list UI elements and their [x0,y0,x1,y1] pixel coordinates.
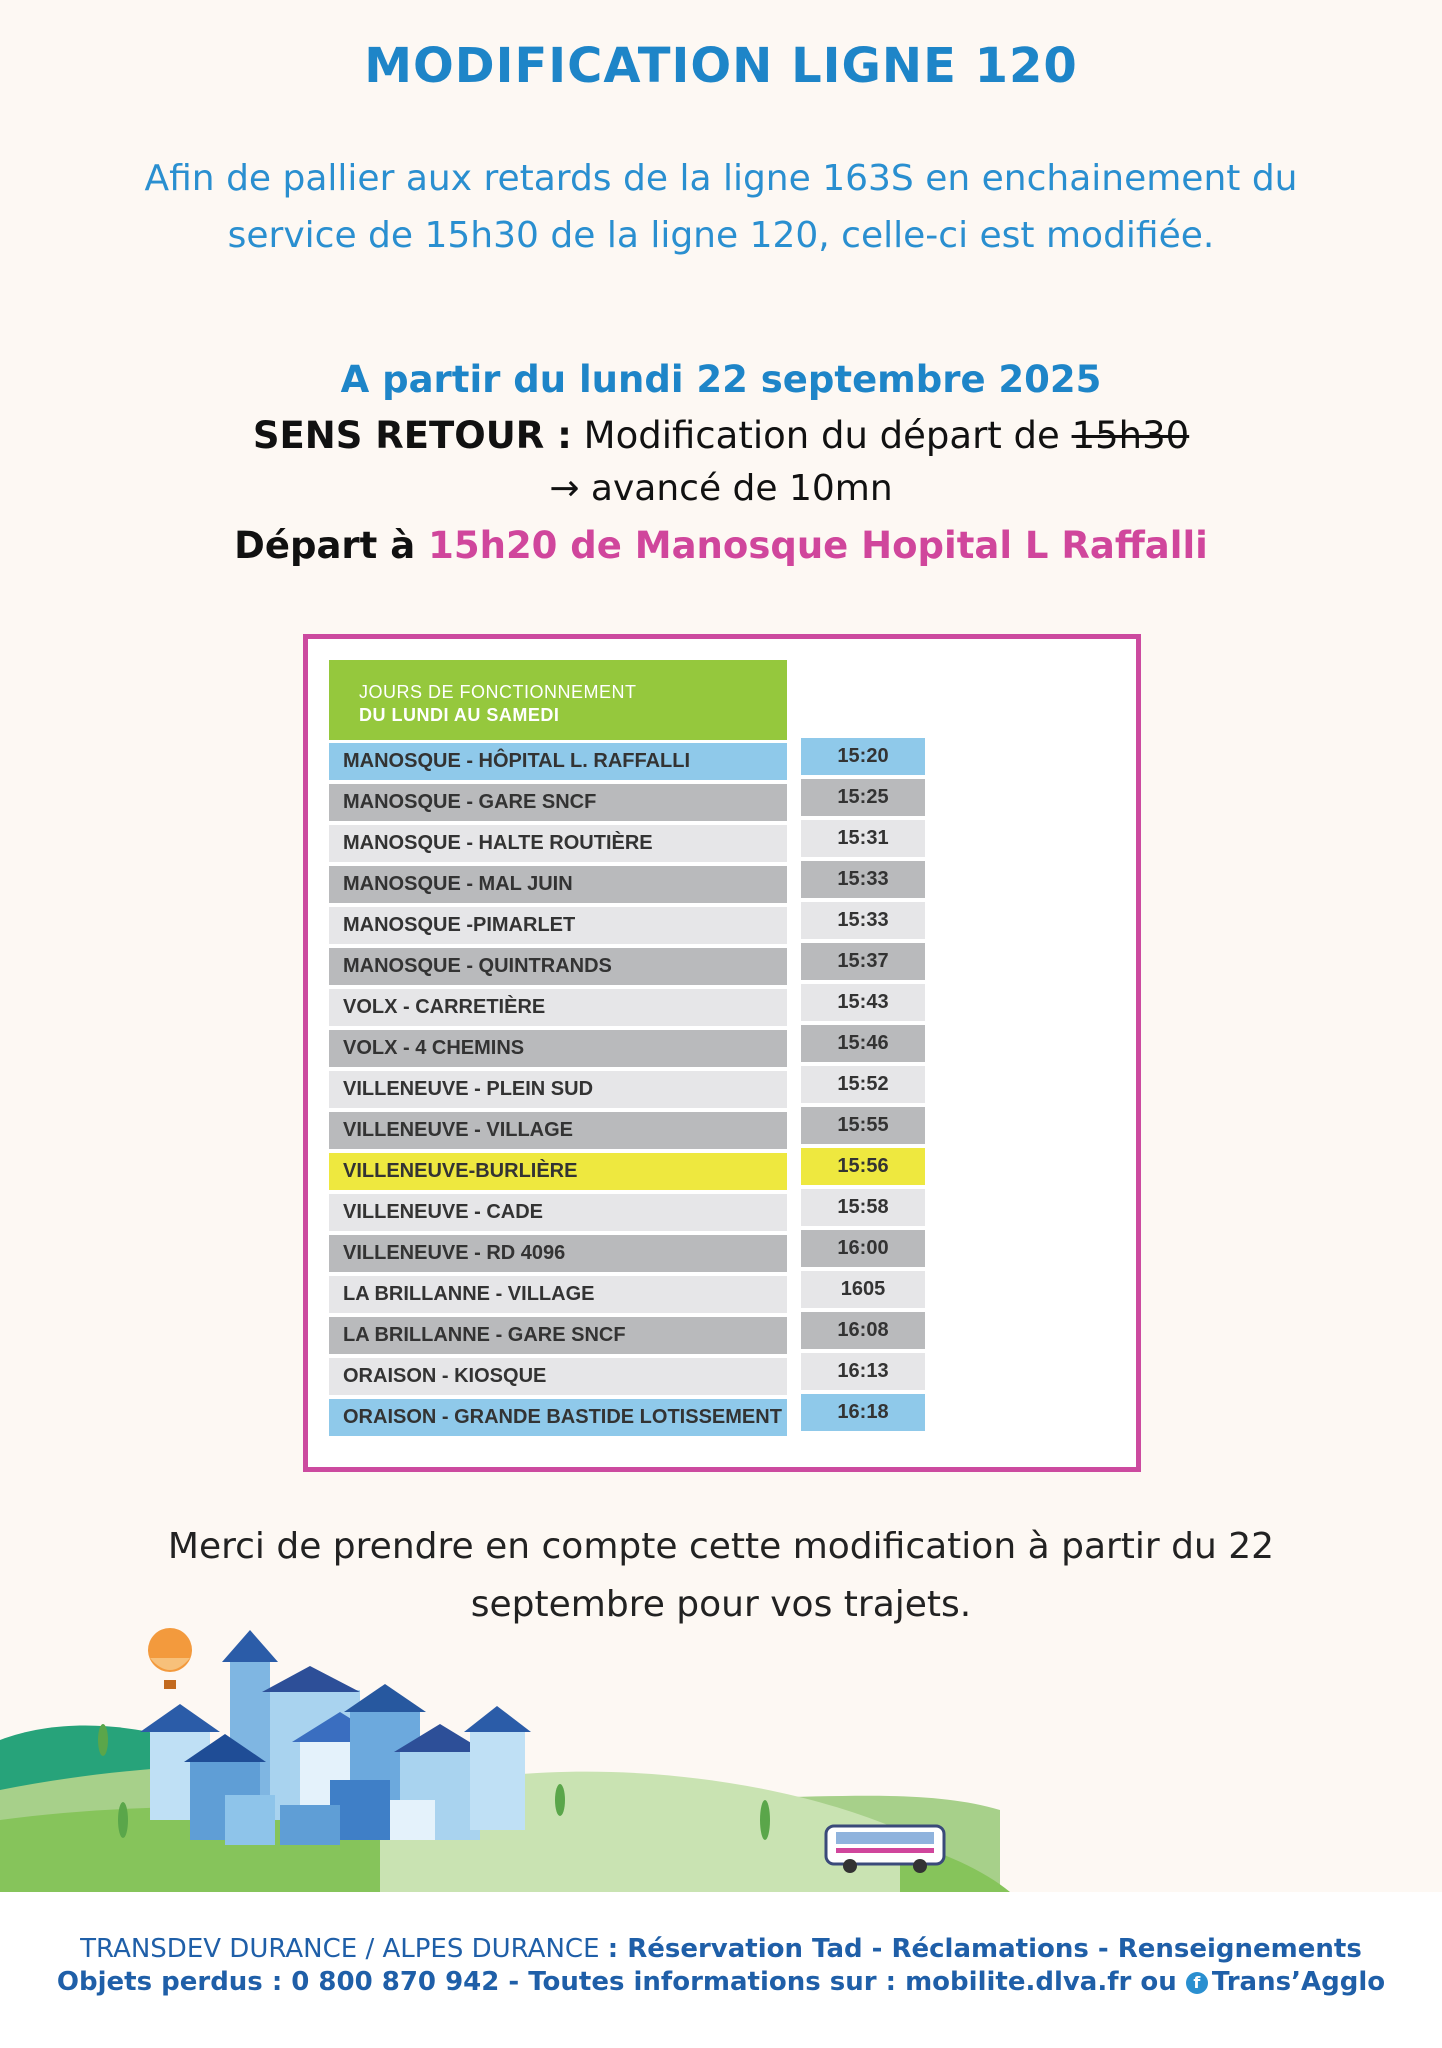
timetable-time-cell: 15:55 [801,1107,925,1144]
page-title: MODIFICATION LIGNE 120 [364,38,1078,94]
timetable-time-cell: 16:00 [801,1230,925,1267]
old-departure-time: 15h30 [1071,414,1190,457]
footer-facebook-label[interactable]: Trans’Agglo [1211,1967,1386,1997]
depart-line [0,524,1442,567]
timetable-time-cell: 15:33 [801,861,925,898]
timetable-stop-row: VILLENEUVE-BURLIÈRE [329,1153,787,1190]
timetable-stop-row: VOLX - CARRETIÈRE [329,989,787,1026]
stop-list [329,743,787,1440]
timetable-time-cell: 15:37 [801,943,925,980]
sens-text: Modification du départ de [583,414,1060,457]
timetable-stop-row: MANOSQUE - GARE SNCF [329,784,787,821]
timetable-time-cell: 16:08 [801,1312,925,1349]
timetable-stop-row: VILLENEUVE - PLEIN SUD [329,1071,787,1108]
timetable-stop-row: VILLENEUVE - RD 4096 [329,1235,787,1272]
depart-prefix: Départ à [234,524,416,567]
footer-line1 [0,1934,1442,1964]
timetable-time-cell: 15:43 [801,984,925,1021]
timetable-stop-row: LA BRILLANNE - GARE SNCF [329,1317,787,1354]
timetable-stop-row: VOLX - 4 CHEMINS [329,1030,787,1067]
timetable-time-cell: 15:31 [801,820,925,857]
timetable-stop-row: MANOSQUE -PIMARLET [329,907,787,944]
timetable-stop-row: VILLENEUVE - CADE [329,1194,787,1231]
balloon-icon [148,1628,192,1689]
sens-retour-line [0,414,1442,457]
timetable-time-cell: 16:18 [801,1394,925,1431]
advance-note: → avancé de 10mn [549,468,893,509]
timetable-time-cell: 15:33 [801,902,925,939]
sens-label: SENS RETOUR : [252,414,572,457]
timetable-time-cell: 15:52 [801,1066,925,1103]
time-list [801,738,925,1435]
village-houses-icon [140,1630,531,1845]
village-landscape-illustration [0,1620,1442,1892]
depart-highlight: 15h20 de Manosque Hopital L Raffalli [428,524,1208,567]
timetable-header-line2: DU LUNDI AU SAMEDI [359,705,560,725]
timetable-stop-row: MANOSQUE - HALTE ROUTIÈRE [329,825,787,862]
footer-contact: Objets perdus : 0 800 870 942 - Toutes informations sur : mobilite.dlva.fr ou [56,1967,1177,1997]
timetable-stop-row: LA BRILLANNE - VILLAGE [329,1276,787,1313]
intro-text: Afin de pallier aux retards de la ligne 163S en enchainement du service de 15h30 de la ligne 120, celle-ci est modifiée. [144,158,1298,256]
timetable-header-line1: JOURS DE FONCTIONNEMENT [359,682,637,702]
timetable-time-cell: 15:58 [801,1189,925,1226]
timetable-stop-row: ORAISON - GRANDE BASTIDE LOTISSEMENT [329,1399,787,1436]
timetable-time-cell: 15:20 [801,738,925,775]
timetable-header [329,660,787,740]
timetable-stop-row: MANOSQUE - MAL JUIN [329,866,787,903]
timetable-stop-row: MANOSQUE - HÔPITAL L. RAFFALLI [329,743,787,780]
facebook-icon: f [1186,1972,1208,1994]
timetable-stop-row: VILLENEUVE - VILLAGE [329,1112,787,1149]
timetable-time-cell: 15:56 [801,1148,925,1185]
thanks-text: Merci de prendre en compte cette modification à partir du 22 septembre pour vos trajets. [167,1526,1275,1625]
effective-date: A partir du lundi 22 septembre 2025 [340,358,1102,401]
footer-services: : Réservation Tad - Réclamations - Renseignements [607,1934,1362,1964]
footer-company: TRANSDEV DURANCE / ALPES DURANCE [80,1934,600,1964]
timetable-stop-row: ORAISON - KIOSQUE [329,1358,787,1395]
footer [0,1892,1442,2048]
timetable-time-cell: 16:13 [801,1353,925,1390]
timetable-stop-row: MANOSQUE - QUINTRANDS [329,948,787,985]
timetable-time-cell: 15:25 [801,779,925,816]
footer-line2 [0,1967,1442,1997]
timetable-time-cell: 1605 [801,1271,925,1308]
timetable-time-cell: 15:46 [801,1025,925,1062]
